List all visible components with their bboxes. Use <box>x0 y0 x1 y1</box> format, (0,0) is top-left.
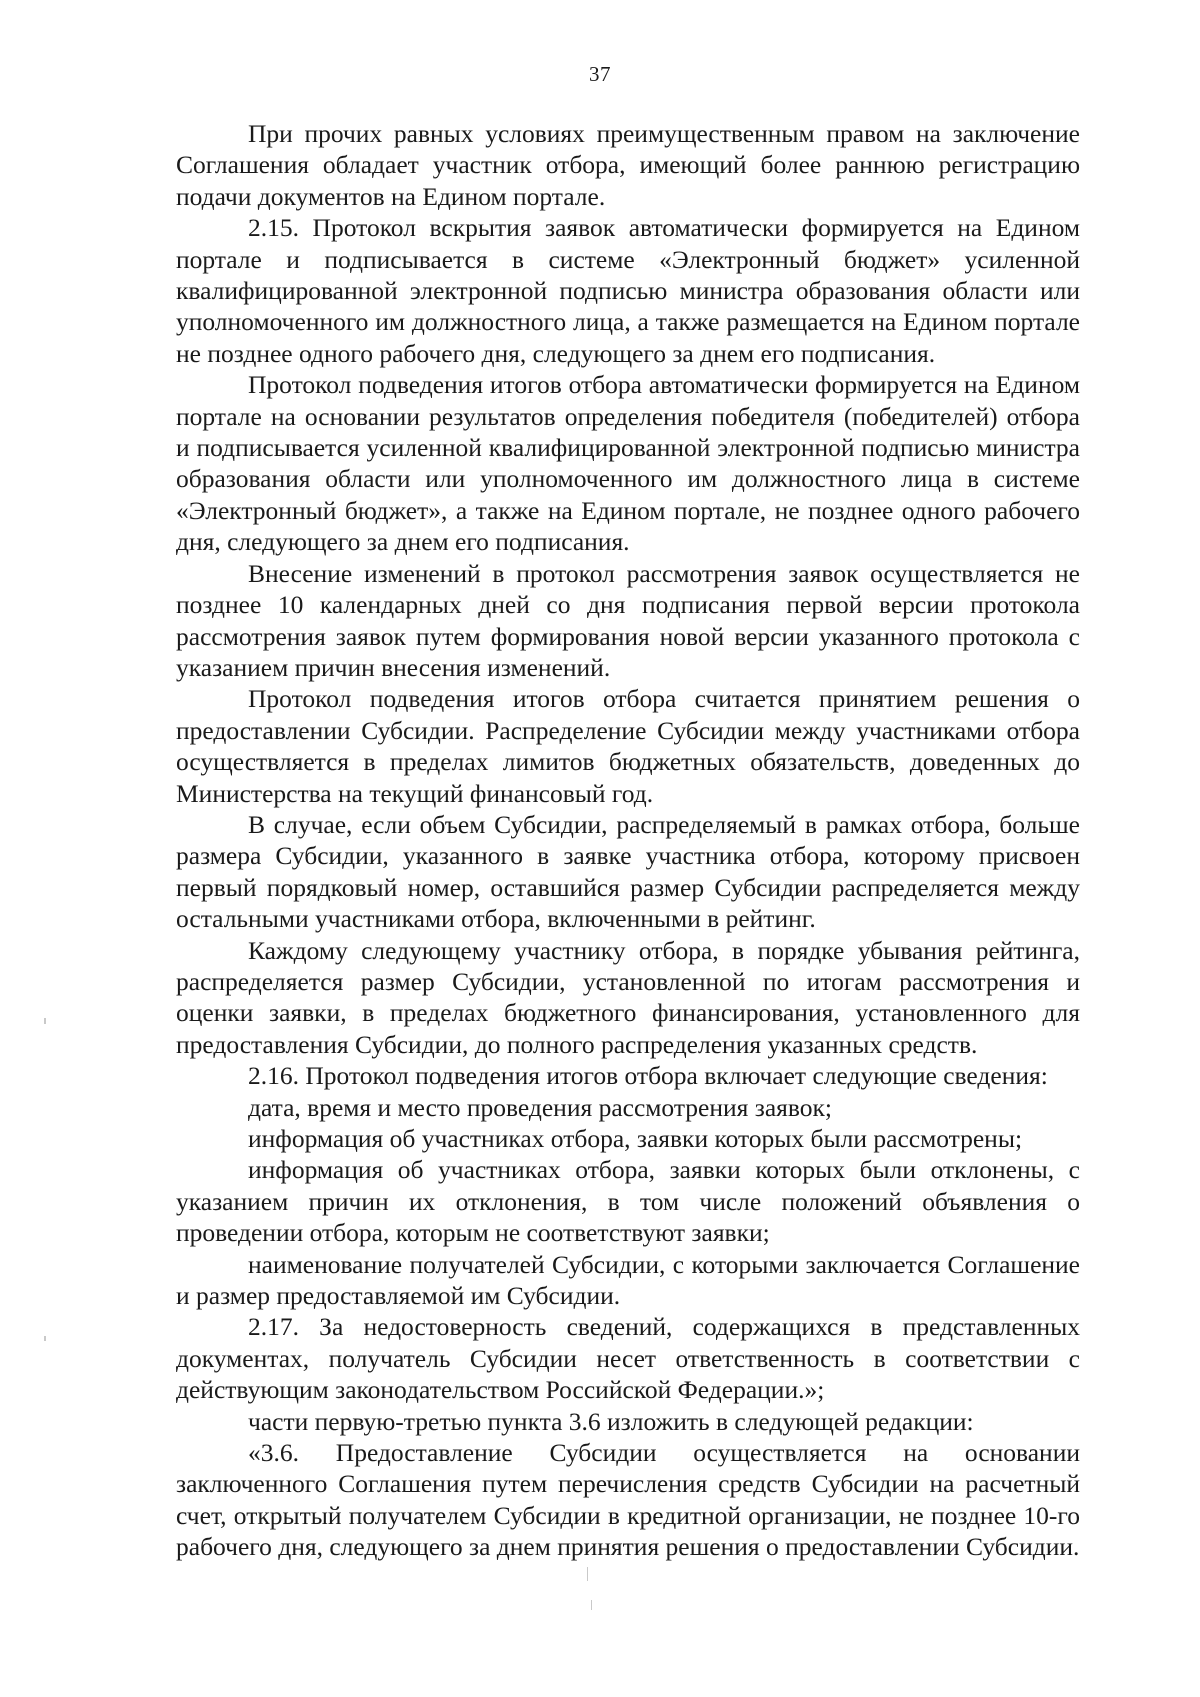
paragraph-6: В случае, если объем Субсидии, распределяемый в рамках отбора, больше размера Субсидии, указанного в заявке участника отбора, которому присвоен первый порядковый номер, оставшийся размер Субсидии распределяется между остальными участниками отбора, включенными в рейтинг. <box>176 809 1080 934</box>
paragraph-10: информация об участниках отбора, заявки которых были рассмотрены; <box>248 1124 1023 1153</box>
scan-speck <box>44 1018 46 1024</box>
paragraph-3-6: «3.6. Предоставление Субсидии осуществляется на основании заключенного Соглашения путем перечисления средств Субсидии на расчетный счет, открытый получателем Субсидии в кредитной организации, не позднее 10-го рабочего дня, следующего за днем принятия решения о предоставлении Субсидии. <box>176 1438 1080 1562</box>
page-number: 37 <box>589 62 611 86</box>
paragraph-3: Протокол подведения итогов отбора автоматически формируется на Едином портале на основании результатов определения победителя (победителей) отбора и подписывается усиленной квалифицированной электронной подписью министра образования области или уполномоченного им должностного лица в системе «Электронный бюджет», а также на Едином портале, не позднее одного рабочего дня, следующего за днем его подписания. <box>176 370 1080 557</box>
paragraph-14: части первую-третью пункта 3.6 изложить в следующей редакции: <box>248 1406 974 1436</box>
paragraph-11: информация об участниках отбора, заявки которых были отклонены, с указанием причин их отклонения, в том числе положений объявления о проведении отбора, которым не соответствуют заявки; <box>176 1155 1080 1248</box>
paragraph-2-17: 2.17. За недостоверность сведений, содержащихся в представленных документах, получатель Субсидии несет ответственность в соответствии с действующим законодательством Российской Федерации.»; <box>176 1312 1080 1405</box>
paragraph-4: Внесение изменений в протокол рассмотрения заявок осуществляется не позднее 10 календарных дней со дня подписания первой версии протокола рассмотрения заявок путем формирования новой версии указанного протокола с указанием причин внесения изменений. <box>176 558 1080 682</box>
scan-speck <box>587 1567 588 1581</box>
document-body <box>176 118 1080 1563</box>
paragraph-9: дата, время и место проведения рассмотрения заявок; <box>248 1092 832 1122</box>
paragraph-12: наименование получателей Субсидии, с которыми заключается Соглашение и размер предоставляемой им Субсидии. <box>176 1249 1080 1311</box>
paragraph-2-15: 2.15. Протокол вскрытия заявок автоматически формируется на Едином портале и подписывается в системе «Электронный бюджет» усиленной квалифицированной электронной подписью министра образования области или уполномоченного им должностного лица, а также размещается на Едином портале не позднее одного рабочего дня, следующего за днем его подписания. <box>176 213 1080 368</box>
paragraph-2-16: 2.16. Протокол подведения итогов отбора включает следующие сведения: <box>248 1061 1048 1091</box>
paragraph-1: При прочих равных условиях преимущественным правом на заключение Соглашения обладает участник отбора, имеющий более раннюю регистрацию подачи документов на Едином портале. <box>176 119 1080 211</box>
paragraph-7: Каждому следующему участнику отбора, в порядке убывания рейтинга, распределяется размер Субсидии, установленной по итогам рассмотрения и оценки заявки, в пределах бюджетного финансирования, установленного для предоставления Субсидии, до полного распределения указанных средств. <box>176 935 1080 1059</box>
paragraph-5: Протокол подведения итогов отбора считается принятием решения о предоставлении Субсидии. Распределение Субсидии между участниками отбора осуществляется в пределах лимитов бюджетных обязательств, доведенных до Министерства на текущий финансовый год. <box>176 684 1080 808</box>
scan-speck <box>44 1336 46 1341</box>
scan-speck <box>591 1600 592 1610</box>
